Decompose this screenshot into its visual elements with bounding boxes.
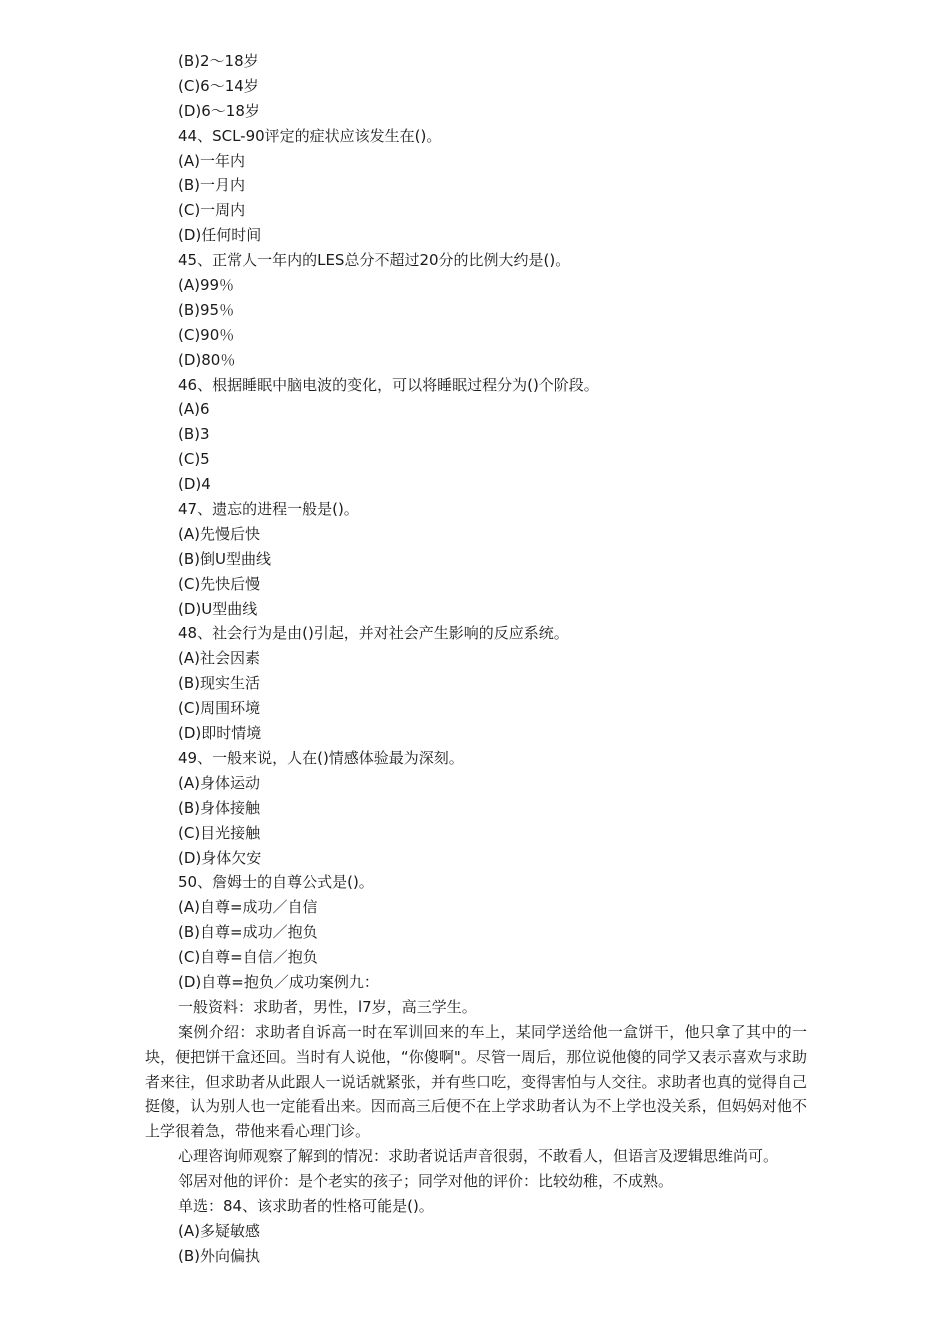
option-line: (A)自尊=成功／自信: [178, 898, 318, 917]
option-line: (D)身体欠安: [178, 848, 262, 867]
option-line: (D)U型曲线: [178, 599, 258, 618]
question-45: 45、正常人一年内的LES总分不超过20分的比例大约是()。: [178, 251, 571, 270]
option-line: (A)身体运动: [178, 773, 260, 792]
option-line: (A)一年内: [178, 151, 245, 170]
counselor-observation: 心理咨询师观察了解到的情况：求助者说话声音很弱，不敢看人，但语言及逻辑思维尚可。: [178, 1147, 779, 1166]
question-84: 单选：84、该求助者的性格可能是()。: [178, 1197, 434, 1216]
option-line: (B)一月内: [178, 176, 245, 195]
option-line: (D)即时情境: [178, 724, 262, 743]
option-line: (B)2～18岁: [178, 52, 259, 70]
question-44: 44、SCL-90评定的症状应该发生在()。: [178, 126, 442, 145]
option-line: (D)6～18岁: [178, 101, 260, 120]
option-line: (C)自尊=自信／抱负: [178, 948, 318, 967]
option-line: (D)4: [178, 475, 211, 494]
option-line: (D)80％: [178, 350, 236, 369]
question-50: 50、詹姆士的自尊公式是()。: [178, 873, 374, 892]
option-line: (A)社会因素: [178, 649, 260, 668]
option-line: (B)现实生活: [178, 674, 260, 693]
option-line: (C)先快后慢: [178, 574, 261, 593]
option-line: (C)一周内: [178, 201, 246, 220]
question-47: 47、遗忘的进程一般是()。: [178, 500, 359, 519]
peer-evaluation: 邻居对他的评价：是个老实的孩子；同学对他的评价：比较幼稚，不成熟。: [178, 1172, 674, 1191]
option-line: (C)90％: [178, 325, 235, 344]
option-line: (B)倒U型曲线: [178, 549, 271, 568]
option-line: (D)任何时间: [178, 226, 262, 245]
option-line: (C)目光接触: [178, 823, 261, 842]
option-line: (B)3: [178, 425, 210, 444]
case-general-info: 一般资料：求助者，男性，l7岁，高三学生。: [178, 997, 477, 1016]
question-49: 49、一般来说，人在()情感体验最为深刻。: [178, 748, 464, 767]
option-line: (A)多疑敏感: [178, 1221, 260, 1240]
option-line: (A)6: [178, 400, 210, 419]
option-line: (B)95％: [178, 300, 235, 319]
case-introduction: 案例介绍：求助者自诉高一时在军训回来的车上，某同学送给他一盒饼干，他只拿了其中的一块，便把饼干盒还回。当时有人说他，“你傻啊"。尽管一周后，那位说他傻的同学又表示喜欢与求助者来往，但求助者从此跟人一说话就紧张，并有些口吃，变得害怕与人交往。求助者也真的觉得自己挺傻，认为别人也一定能看出来。因而高三后便不在上学求助者认为不上学也没关系，但妈妈对他不上学很着急，带他来看心理门诊。: [145, 1022, 807, 1141]
option-line: (D)自尊=抱负／成功案例九：: [178, 972, 379, 991]
option-line: (C)5: [178, 450, 210, 469]
document-body: [145, 49, 807, 1269]
option-line: (C)周围环境: [178, 699, 261, 718]
option-line: (B)身体接触: [178, 798, 260, 817]
option-line: (C)6～14岁: [178, 76, 259, 95]
option-line: (B)自尊=成功／抱负: [178, 923, 318, 942]
option-line: (B)外向偏执: [178, 1246, 260, 1265]
option-line: (A)99％: [178, 276, 235, 295]
question-46: 46、根据睡眠中脑电波的变化，可以将睡眠过程分为()个阶段。: [178, 375, 599, 394]
question-48: 48、社会行为是由()引起，并对社会产生影响的反应系统。: [178, 624, 569, 643]
option-line: (A)先慢后快: [178, 524, 260, 543]
